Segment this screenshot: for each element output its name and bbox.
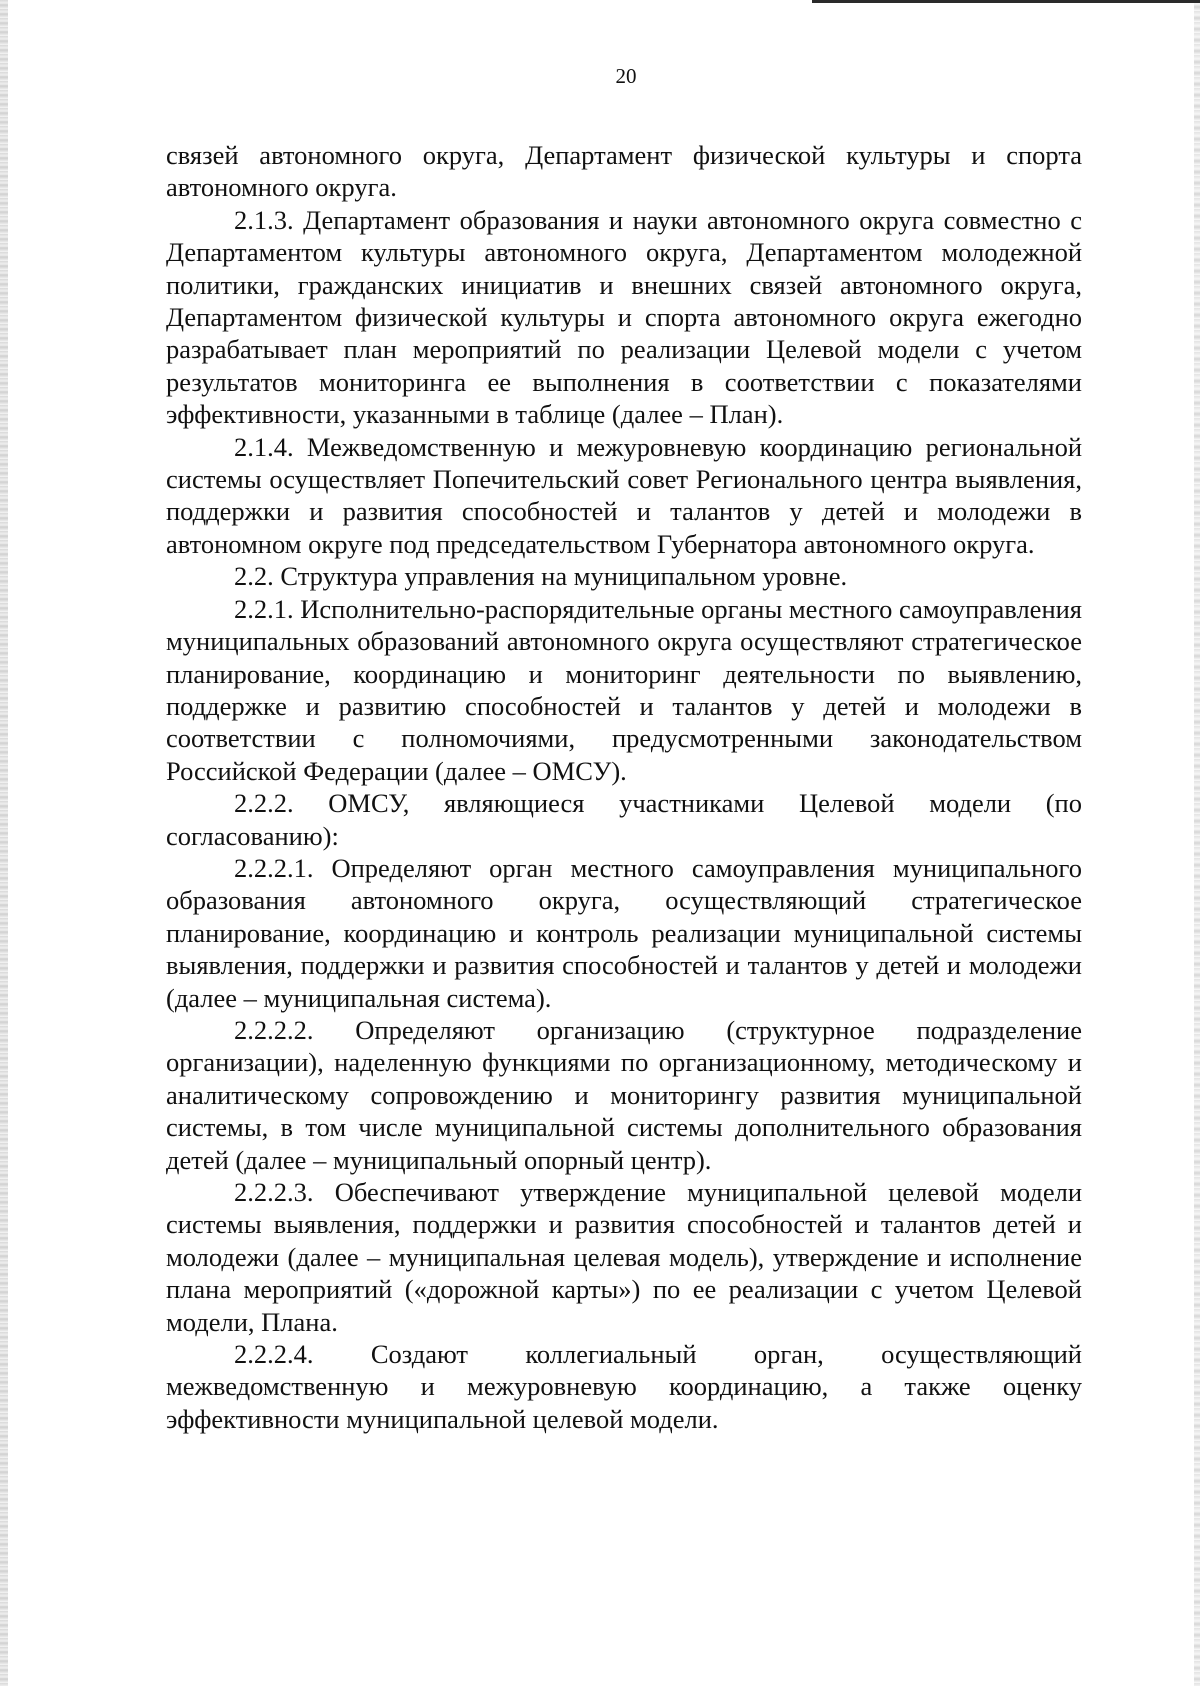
paragraph-2-2: 2.2. Структура управления на муниципальном уровне. xyxy=(234,561,848,592)
paragraph-2-1-3: 2.1.3. Департамент образования и науки автономного округа совместно с Департаментом культуры автономного округа, Департаментом молодежной политики, гражданских инициатив и внешних связей автономного округа, Департаментом физической культуры и спорта автономного округа ежегодно разрабатывает план мероприятий по реализации Целевой модели с учетом результатов мониторинга ее выполнения в соответствии с показателями эффективности, указанными в таблице (далее – План). xyxy=(166,204,1082,430)
scan-left-edge xyxy=(0,0,8,1686)
scan-top-line xyxy=(812,0,1200,3)
paragraph-2-2-2-1: 2.2.2.1. Определяют орган местного самоуправления муниципального образования автономного округа, осуществляющий стратегическое планирование, координацию и контроль реализации муниципальной системы выявления, поддержки и развития способностей и талантов у детей и молодежи (далее – муниципальная система). xyxy=(166,852,1082,1013)
paragraph-2-2-2-2: 2.2.2.2. Определяют организацию (структурное подразделение организации), наделенную функциями по организационному, методическому и аналитическому сопровождению и мониторингу развития муниципальной системы, в том числе муниципальной системы дополнительного образования детей (далее – муниципальный опорный центр). xyxy=(166,1014,1082,1175)
paragraph-continuation: связей автономного округа, Департамент физической культуры и спорта автономного округа. xyxy=(166,140,1082,203)
paragraph-2-1-4: 2.1.4. Межведомственную и межуровневую координацию региональной системы осуществляет Попечительский совет Регионального центра выявления, поддержки и развития способностей и талантов у детей и молодежи в автономном округе под председательством Губернатора автономного округа. xyxy=(166,431,1082,559)
scan-right-edge xyxy=(1194,0,1200,1686)
paragraph-2-2-2: 2.2.2. ОМСУ, являющиеся участниками Целевой модели (по согласованию): xyxy=(166,788,1082,851)
paragraph-2-2-2-4: 2.2.2.4. Создают коллегиальный орган, осуществляющий межведомственную и межуровневую координацию, а также оценку эффективности муниципальной целевой модели. xyxy=(166,1339,1082,1434)
paragraph-2-2-1: 2.2.1. Исполнительно-распорядительные органы местного самоуправления муниципальных образований автономного округа осуществляют стратегическое планирование, координацию и мониторинг деятельности по выявлению, поддержке и развитию способностей и талантов у детей и молодежи в соответствии с полномочиями, предусмотренными законодательством Российской Федерации (далее – ОМСУ). xyxy=(166,593,1082,786)
page-number: 20 xyxy=(615,64,637,88)
paragraph-2-2-2-3: 2.2.2.3. Обеспечивают утверждение муниципальной целевой модели системы выявления, поддержки и развития способностей и талантов детей и молодежи (далее – муниципальная целевая модель), утверждение и исполнение плана мероприятий («дорожной карты») по ее реализации с учетом Целевой модели, Плана. xyxy=(166,1177,1082,1337)
document-body xyxy=(166,139,1082,1435)
